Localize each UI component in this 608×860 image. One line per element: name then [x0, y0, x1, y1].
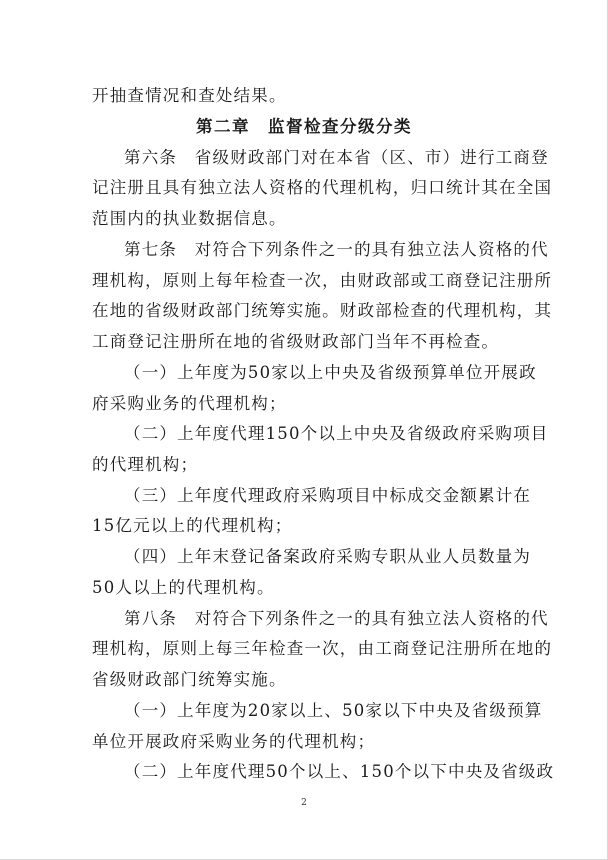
- paragraph-line: 理机构，原则上每三年检查一次，由工商登记注册所在地的: [92, 639, 553, 658]
- paragraph-line: 记注册且具有独立法人资格的代理机构，归口统计其在全国: [92, 178, 553, 197]
- paragraph-line: 第八条 对符合下列条件之一的具有独立法人资格的代: [124, 609, 549, 628]
- paragraph-line: （一）上年度为20家以上、50家以下中央及省级预算: [124, 701, 543, 720]
- paragraph-line: 省级财政部门统筹实施。: [92, 670, 287, 689]
- paragraph-line: 15亿元以上的代理机构；: [92, 516, 293, 535]
- paragraph-line: 50人以上的代理机构。: [92, 578, 275, 597]
- paragraph-line: 工商登记注册所在地的省级财政部门当年不再检查。: [92, 332, 500, 351]
- paragraph-line: 范围内的执业数据信息。: [92, 209, 287, 228]
- paragraph-line: 府采购业务的代理机构；: [92, 394, 287, 413]
- paragraph-line: （一）上年度为50家以上中央及省级预算单位开展政: [124, 363, 537, 382]
- paragraph-line: 第七条 对符合下列条件之一的具有独立法人资格的代: [124, 240, 549, 259]
- page-number: 2: [301, 798, 307, 808]
- paragraph-line: （二）上年度代理150个以上中央及省级政府采购项目: [124, 424, 549, 443]
- chapter-heading: 第二章 监督检查分级分类: [196, 117, 412, 136]
- paragraph-line: 理机构，原则上每年检查一次，由财政部或工商登记注册所: [92, 271, 553, 290]
- paragraph-line: 在地的省级财政部门统筹实施。财政部检查的代理机构，其: [92, 301, 553, 320]
- paragraph-line: 的代理机构；: [92, 455, 199, 474]
- paragraph-line: （二）上年度代理50个以上、150个以下中央及省级政: [124, 762, 555, 781]
- paragraph-line: 单位开展政府采购业务的代理机构；: [92, 732, 376, 751]
- paragraph-line: 开抽查情况和查处结果。: [92, 86, 287, 105]
- paragraph-line: （三）上年度代理政府采购项目中标成交金额累计在: [124, 486, 532, 505]
- paragraph-line: （四）上年末登记备案政府采购专职从业人员数量为: [124, 547, 532, 566]
- paragraph-line: 第六条 省级财政部门对在本省（区、市）进行工商登: [124, 148, 549, 167]
